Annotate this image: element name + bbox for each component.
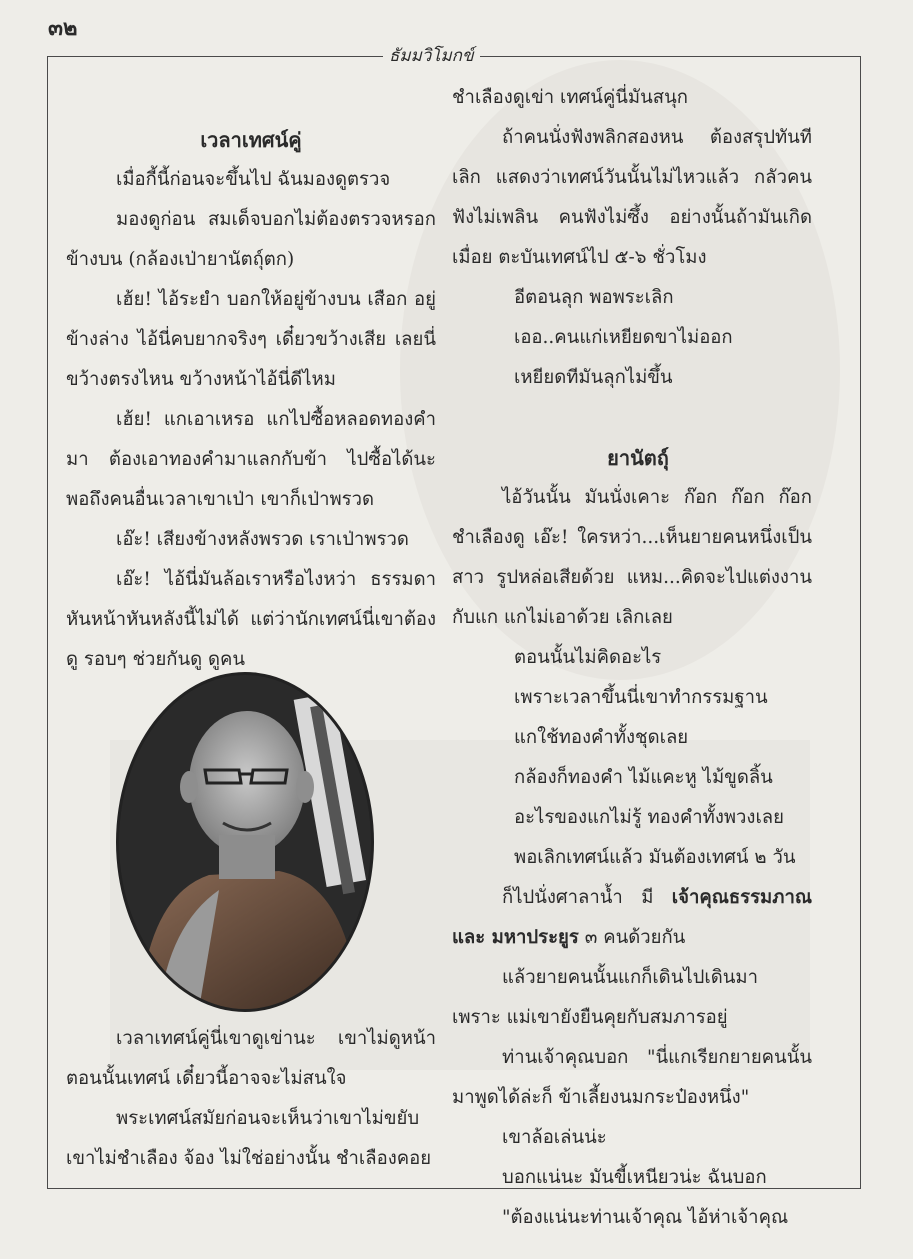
paragraph: เฮ้ย! ไอ้ระยำ บอกให้อยู่ข้างบน เสือก อยู่ข้างล่าง ไอ้นี่คบยากจริงๆ เดี๋ยวขว้างเสีย เลยนี่ ขว้างตรงไหน ขว้างหน้าไอ้นี่ดีไหม	[66, 289, 436, 390]
page-number: ๓๒	[48, 16, 78, 41]
left-column-bottom	[66, 1019, 436, 1179]
paragraph-with-names	[452, 878, 812, 958]
verse-line: ตอนนั้นไม่คิดอะไร	[514, 647, 662, 668]
paragraph: เวลาเทศน์คู่นี่เขาดูเข่านะ เขาไม่ดูหน้า ตอนนั้นเทศน์ เดี๋ยวนี้อาจจะไม่สนใจ	[66, 1028, 436, 1089]
section-heading-left: เวลาเทศน์คู่	[200, 128, 302, 152]
paragraph: แล้วยายคนนั้นแกก็เดินไปเดินมา เพราะ แม่เขายังยืนคุยกับสมภารอยู่	[452, 967, 758, 1028]
paragraph: เขาล้อเล่นน่ะ	[502, 1127, 607, 1148]
paragraph: ถ้าคนนั่งฟังพลิกสองหน ต้องสรุปทันที เลิก แสดงว่าเทศน์วันนั้นไม่ไหวแล้ว กลัวคน ฟังไม่เพลิน คนฟังไม่ซึ้ง อย่างนั้นถ้ามันเกิด เมื่อย ตะบันเทศน์ไป ๕-๖ ชั่วโมง	[452, 127, 812, 268]
verse-line: อะไรของแกไม่รู้ ทองคำทั้งพวงเลย	[514, 807, 784, 828]
paragraph: เมื่อกี้นี้ก่อนจะขึ้นไป ฉันมองดูตรวจ	[116, 169, 391, 190]
paragraph: ท่านเจ้าคุณบอก "นี่แกเรียกยายคนนั้น มาพูดได้ล่ะก็ ข้าเลี้ยงนมกระป๋องหนึ่ง"	[452, 1047, 812, 1108]
paragraph: ชำเลืองดูเข่า เทศน์คู่นี่มันสนุก	[452, 87, 688, 108]
paragraph: ไอ้วันนั้น มันนั่งเคาะ ก๊อก ก๊อก ก๊อก ชำเลืองดู เอ๊ะ! ใครหว่า...เห็นยายคนหนึ่งเป็นสาว รูปหล่อเสียด้วย แหม...คิดจะไปแต่งงานกับแก แกไม่เอาด้วย เลิกเลย	[452, 487, 812, 628]
bold-names: เจ้าคุณธรรมภาณและ มหาประยูร	[452, 887, 812, 948]
text-run: ๓ คนด้วยกัน	[578, 927, 686, 948]
paragraph: มองดูก่อน สมเด็จบอกไม่ต้องตรวจหรอก ข้างบน (กล้องเป่ายานัตถุ์ตก)	[66, 209, 436, 270]
paragraph: "ต้องแน่นะท่านเจ้าคุณ ไอ้ห่าเจ้าคุณ	[502, 1207, 789, 1228]
paragraph: เอ๊ะ! เสียงข้างหลังพรวด เราเป่าพรวด	[116, 529, 409, 550]
monk-photo	[116, 672, 374, 1012]
verse-line: แกใช้ทองคำทั้งชุดเลย	[514, 727, 689, 748]
paragraph: บอกแน่นะ มันขี้เหนียวน่ะ ฉันบอก	[502, 1167, 767, 1188]
verse-line: อีตอนลุก พอพระเลิก	[514, 287, 674, 308]
paragraph: พระเทศน์สมัยก่อนจะเห็นว่าเขาไม่ขยับ เขาไม่ชำเลือง จ้อง ไม่ใช่อย่างนั้น ชำเลืองคอย	[66, 1108, 432, 1169]
section-heading-right: ยานัตถุ์	[607, 446, 669, 470]
left-column	[66, 120, 436, 680]
verse-line: พอเลิกเทศน์แล้ว มันต้องเทศน์ ๒ วัน	[514, 847, 796, 868]
verse-line: เหยียดทีมันลุกไม่ขึ้น	[514, 367, 673, 388]
running-head: ธัมมวิโมกข์	[383, 42, 480, 69]
right-column	[452, 78, 812, 1238]
paragraph: เอ๊ะ! ไอ้นี่มันล้อเราหรือไงหว่า ธรรมดา หันหน้าหันหลังนี้ไม่ได้ แต่ว่านักเทศน์นี่เขาต้องดู รอบๆ ช่วยกันดู ดูคน	[66, 569, 436, 670]
paragraph: เฮ้ย! แกเอาเหรอ แกไปซื้อหลอดทองคำ มา ต้องเอาทองคำมาแลกกับข้า ไปซื้อได้นะ พอถึงคนอื่นเวลาเขาเป่า เขาก็เป่าพรวด	[66, 409, 436, 510]
verse-line: เพราะเวลาขึ้นนี่เขาทำกรรมฐาน	[514, 687, 768, 708]
text-run: ก็ไปนั่งศาลาน้ำ มี	[502, 887, 672, 908]
monk-portrait-image	[119, 675, 371, 1009]
verse-line: กล้องก็ทองคำ ไม้แคะหู ไม้ขูดลิ้น	[514, 767, 773, 788]
verse-line: เออ..คนแก่เหยียดขาไม่ออก	[514, 327, 733, 348]
